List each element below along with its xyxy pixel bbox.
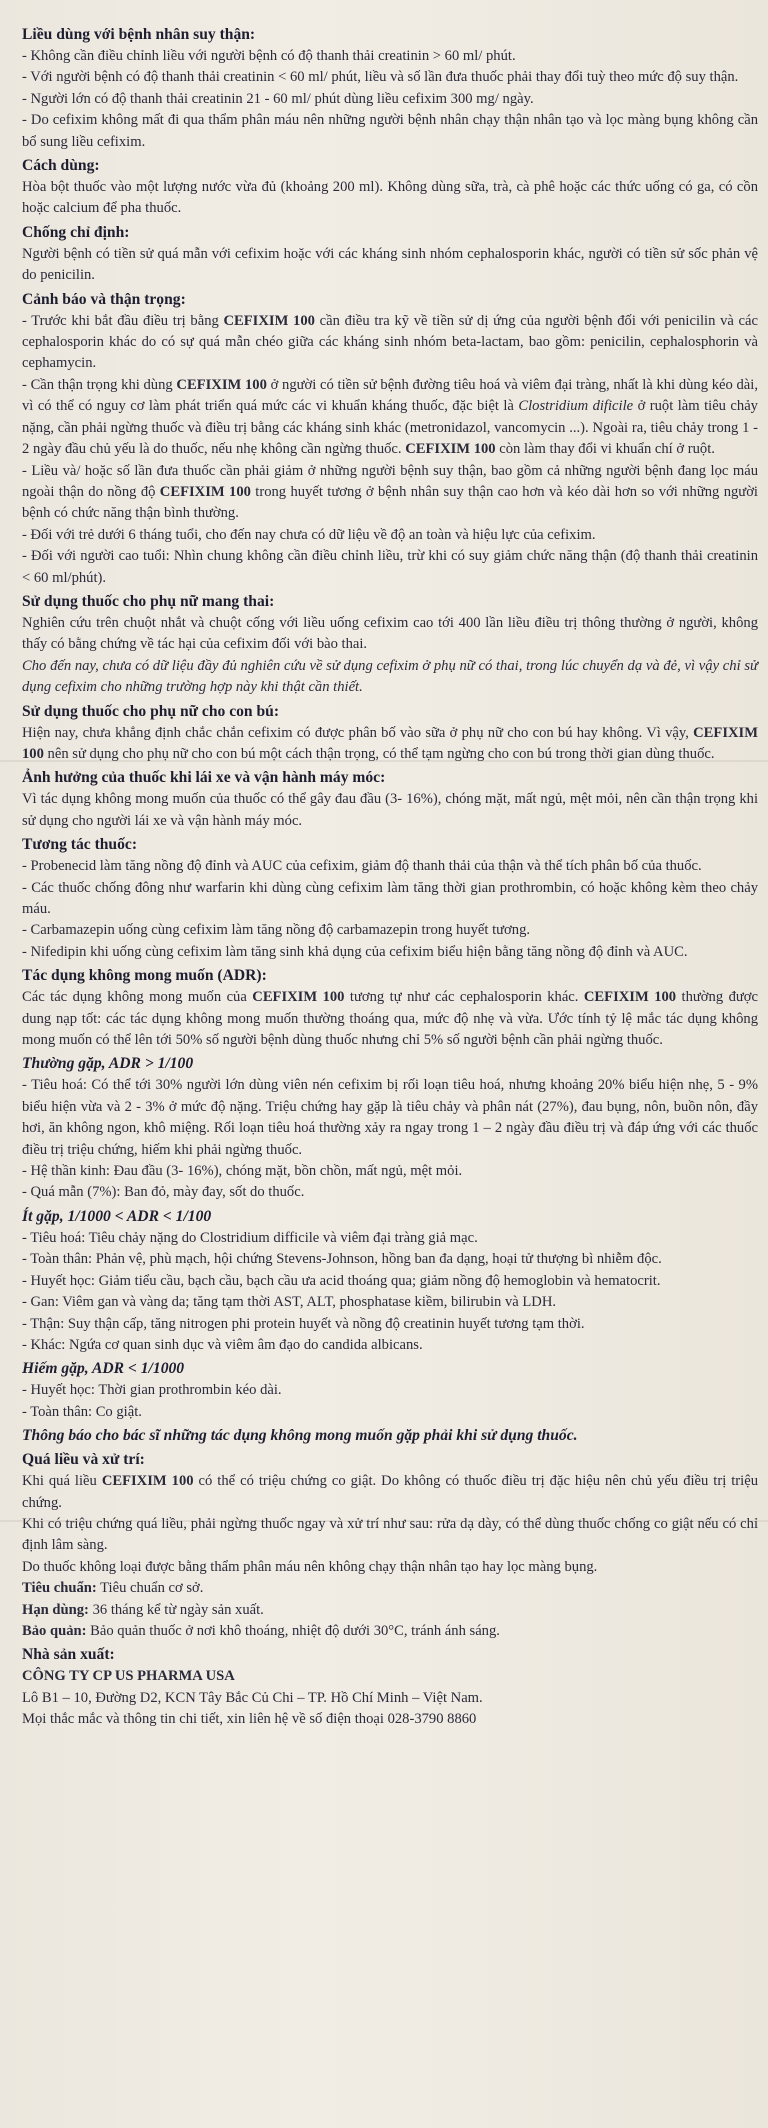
- paragraph: Người bệnh có tiền sử quá mẫn với cefixim hoặc với các kháng sinh nhóm cephalosporin khác, người có tiền sử sốc phản vệ do penicilin.: [22, 245, 758, 284]
- paragraph: - Trước khi bắt đầu điều trị bằng CEFIXIM 100 cần điều tra kỹ về tiền sử dị ứng của người bệnh đối với penicilin và các cephalosporin khác do có sự quá mẫn chéo giữa các kháng sinh nhóm beta-lactam, bao gồm: penicilin, cephalosphorin và cephamycin.: [22, 312, 758, 372]
- paragraph: - Cần thận trọng khi dùng CEFIXIM 100 ở người có tiền sử bệnh đường tiêu hoá và viêm đại tràng, nhất là khi dùng kéo dài, vì có thể có nguy cơ làm phát triển quá mức các vi khuẩn kháng thuốc, đặc biệt là Clostridium dificile ở ruột làm tiêu chảy nặng, cần phải ngừng thuốc và điều trị bằng các kháng sinh khác (metronidazol, vancomycin ...). Ngoài ra, tiêu chảy trong 1 - 2 ngày đầu chủ yếu là do thuốc, nếu nhẹ không cần ngừng thuốc. CEFIXIM 100 còn làm thay đổi vi khuẩn chí ở ruột.: [22, 376, 758, 458]
- section-anh-huong-cua-thuoc-khi-lai-xe-va-van-ha: [22, 767, 758, 832]
- section-bao-quan: [22, 1621, 758, 1642]
- section-heading: Cảnh báo và thận trọng:: [22, 290, 186, 308]
- paragraph: - Đối với người cao tuổi: Nhìn chung không cần điều chỉnh liều, trừ khi có suy giảm chức năng thận (độ thanh thải creatinin < 60 ml/phút).: [22, 548, 758, 586]
- paragraph: - Đối với trẻ dưới 6 tháng tuổi, cho đến nay chưa có dữ liệu về độ an toàn và hiệu lực của cefixim.: [22, 526, 596, 543]
- section-tuong-tac-thuoc: [22, 834, 758, 963]
- info-line: [22, 1600, 758, 1621]
- paragraph: - Tiêu hoá: Tiêu chảy nặng do Clostridium difficile và viêm đại tràng giả mạc.: [22, 1229, 478, 1246]
- paragraph: Hiện nay, chưa khẳng định chắc chắn cefixim có được phân bố vào sữa ở phụ nữ cho con bú hay không. Vì vậy, CEFIXIM 100 nên sử dụng cho phụ nữ cho con bú một cách thận trọng, có thể tạm ngừng cho con bú trong thời gian dùng thuốc.: [22, 724, 758, 762]
- product-name: CEFIXIM 100: [405, 441, 496, 458]
- section-heading: Quá liều và xử trí:: [22, 1451, 145, 1469]
- paragraph: - Probenecid làm tăng nồng độ đỉnh và AUC của cefixim, giảm độ thanh thải của thận và thể tích phân bố của thuốc.: [22, 858, 702, 875]
- product-name: CEFIXIM 100: [22, 724, 758, 762]
- paragraph: - Toàn thân: Co giật.: [22, 1403, 142, 1420]
- section-su-dung-thuoc-cho-phu-nu-cho-con-bu: [22, 701, 758, 766]
- section-heading: Sử dụng thuốc cho phụ nữ mang thai:: [22, 592, 275, 610]
- paragraph: Hòa bột thuốc vào một lượng nước vừa đủ (khoảng 200 ml). Không dùng sữa, trà, cà phê hoặc các thức uống có ga, có cồn hoặc calcium để pha thuốc.: [22, 179, 758, 217]
- paragraph: Khi có triệu chứng quá liều, phải ngừng thuốc ngay và xử trí như sau: rửa dạ dày, có thể dùng thuốc chống co giật nếu có chỉ định lâm sàng.: [22, 1515, 758, 1554]
- section-su-dung-thuoc-cho-phu-nu-mang-thai: [22, 591, 758, 699]
- paragraph: - Nifedipin khi uống cùng cefixim làm tăng sinh khả dụng của cefixim biểu hiện bằng tăng nồng độ đỉnh và AUC.: [22, 943, 688, 960]
- section-heading: Nhà sản xuất:: [22, 1646, 115, 1664]
- organism-name: Clostridium dificile: [518, 398, 634, 415]
- info-label: Hạn dùng:: [22, 1601, 89, 1618]
- paragraph: - Gan: Viêm gan và vàng da; tăng tạm thời AST, ALT, phosphatase kiềm, bilirubin và LDH.: [22, 1294, 557, 1311]
- paragraph: Do thuốc không loại được bằng thẩm phân máu nên không chạy thận nhân tạo hay lọc màng bụng.: [22, 1558, 598, 1575]
- section-han-dung: [22, 1600, 758, 1621]
- info-value: 36 tháng kể từ ngày sản xuất.: [88, 1601, 264, 1618]
- paragraph: - Hệ thần kinh: Đau đầu (3- 16%), chóng mặt, bồn chồn, mất ngủ, mệt mỏi.: [22, 1163, 463, 1180]
- section-heading: Thông báo cho bác sĩ những tác dụng không mong muốn gặp phải khi sử dụng thuốc.: [22, 1427, 578, 1445]
- section-lieu-dung-voi-benh-nhan-suy-than: [22, 24, 758, 153]
- section-heading: Ảnh hưởng của thuốc khi lái xe và vận hành máy móc:: [22, 769, 386, 787]
- section-cach-dung: [22, 155, 758, 220]
- product-name: CEFIXIM 100: [583, 989, 677, 1006]
- info-line: [22, 1621, 758, 1642]
- section-heading: Tác dụng không mong muốn (ADR):: [22, 967, 267, 985]
- product-name: CEFIXIM 100: [176, 376, 267, 393]
- paragraph: - Toàn thân: Phản vệ, phù mạch, hội chứng Stevens-Johnson, hồng ban đa dạng, hoại tử thượng bì nhiễm độc.: [22, 1251, 662, 1268]
- section-hiem-gap-adr-1-1000: [22, 1358, 758, 1423]
- paragraph: - Carbamazepin uống cùng cefixim làm tăng nồng độ carbamazepin trong huyết tương.: [22, 922, 531, 939]
- paragraph: Vì tác dụng không mong muốn của thuốc có thể gây đau đầu (3- 16%), chóng mặt, mất ngủ, mệt mỏi, nên cần thận trọng khi sử dụng cho người lái xe và vận hành máy móc.: [22, 791, 758, 829]
- section-heading: Chống chỉ định:: [22, 223, 130, 241]
- paragraph: - Các thuốc chống đông như warfarin khi dùng cùng cefixim làm tăng thời gian prothrombin, có hoặc không kèm theo chảy máu.: [22, 879, 758, 917]
- info-line: [22, 1578, 758, 1599]
- paragraph: - Huyết học: Giảm tiểu cầu, bạch cầu, bạch cầu ưa acid thoáng qua; giảm nồng độ hemoglobin và hematocrit.: [22, 1272, 661, 1289]
- manufacturer-address: Lô B1 – 10, Đường D2, KCN Tây Bắc Củ Chi – TP. Hồ Chí Minh – Việt Nam.: [22, 1689, 483, 1706]
- paragraph: - Người lớn có độ thanh thải creatinin 21 - 60 ml/ phút dùng liều cefixim 300 mg/ ngày.: [22, 90, 534, 107]
- section-thong-bao-cho-bac-si-nhung-tac-dung-khon: [22, 1425, 758, 1447]
- section-heading: Ít gặp, 1/1000 < ADR < 1/100: [22, 1207, 212, 1225]
- info-value: Bảo quản thuốc ở nơi khô thoáng, nhiệt độ dưới 30°C, tránh ánh sáng.: [86, 1622, 500, 1639]
- product-name: CEFIXIM 100: [223, 312, 315, 329]
- section-it-gap-1-1000-adr-1-100: [22, 1206, 758, 1356]
- fold-line: [0, 760, 768, 762]
- fold-line: [0, 1520, 768, 1522]
- section-heading: Cách dùng:: [22, 157, 100, 175]
- info-label: Bảo quản:: [22, 1622, 87, 1639]
- paragraph: - Liều và/ hoặc số lần đưa thuốc cần phải giảm ở những người bệnh suy thận, bao gồm cả những người bệnh đang lọc máu ngoài thận do nồng độ CEFIXIM 100 trong huyết tương ở bệnh nhân suy thận cao hơn và kéo dài hơn so với những người bệnh có chức năng thận bình thường.: [22, 462, 758, 522]
- section-heading: Tương tác thuốc:: [22, 836, 138, 854]
- paragraph: - Thận: Suy thận cấp, tăng nitrogen phi protein huyết và nồng độ creatinin huyết tương tạm thời.: [22, 1315, 585, 1332]
- section-heading: Liều dùng với bệnh nhân suy thận:: [22, 26, 256, 43]
- section-heading: Hiếm gặp, ADR < 1/1000: [22, 1360, 185, 1378]
- info-label: Tiêu chuẩn:: [22, 1580, 97, 1597]
- product-name: CEFIXIM 100: [159, 483, 251, 500]
- section-chong-chi-dinh: [22, 222, 758, 287]
- paragraph: Cho đến nay, chưa có dữ liệu đầy đủ nghiên cứu về sử dụng cefixim ở phụ nữ có thai, trong lúc chuyển dạ và đẻ, vì vậy chỉ sử dụng cefixim cho những trường hợp này khi thật cần thiết.: [22, 657, 758, 696]
- paragraph: Khi quá liều CEFIXIM 100 có thể có triệu chứng co giật. Do không có thuốc điều trị đặc hiệu nên chủ yếu điều trị triệu chứng.: [22, 1473, 758, 1511]
- leaflet-content: [22, 24, 758, 1731]
- section-tieu-chuan: [22, 1578, 758, 1599]
- paragraph: - Huyết học: Thời gian prothrombin kéo dài.: [22, 1382, 282, 1399]
- section-qua-lieu-va-xu-tri: [22, 1449, 758, 1578]
- paragraph: - Quá mẫn (7%): Ban đỏ, mày đay, sốt do thuốc.: [22, 1184, 305, 1201]
- manufacturer-name: CÔNG TY CP US PHARMA USA: [22, 1668, 235, 1685]
- paragraph: - Khác: Ngứa cơ quan sinh dục và viêm âm đạo do candida albicans.: [22, 1336, 423, 1353]
- paragraph: - Không cần điều chỉnh liều với người bệnh có độ thanh thải creatinin > 60 ml/ phút.: [22, 48, 516, 64]
- paragraph: - Với người bệnh có độ thanh thải creatinin < 60 ml/ phút, liều và số lần đưa thuốc phải thay đổi tuỳ theo mức độ suy thận.: [22, 69, 739, 86]
- info-value: Tiêu chuẩn cơ sở.: [96, 1580, 204, 1597]
- section-nha-san-xuat: [22, 1644, 758, 1730]
- product-name: CEFIXIM 100: [252, 989, 345, 1006]
- section-tac-dung-khong-mong-muon-adr: [22, 965, 758, 1051]
- paragraph: - Do cefixim không mất đi qua thẩm phân máu nên những người bệnh nhân chạy thận nhân tạo và lọc màng bụng không cần bổ sung liều cefixim.: [22, 112, 758, 150]
- contact-line: Mọi thắc mắc và thông tin chi tiết, xin liên hệ về số điện thoại 028-3790 8860: [22, 1711, 477, 1728]
- section-heading: Sử dụng thuốc cho phụ nữ cho con bú:: [22, 702, 280, 720]
- section-heading: Thường gặp, ADR > 1/100: [22, 1055, 194, 1073]
- product-name: CEFIXIM 100: [101, 1473, 194, 1490]
- paragraph: - Tiêu hoá: Có thể tới 30% người lớn dùng viên nén cefixim bị rối loạn tiêu hoá, nhưng khoảng 20% biểu hiện nhẹ, 5 - 9% biểu hiện vừa và 2 - 3% ở mức độ nặng. Triệu chứng hay gặp là tiêu chảy và phân nát (27%), đau bụng, nôn, buồn nôn, đầy hơi, ăn không ngon, khô miệng. Rối loạn tiêu hoá thường xảy ra ngay trong 1 – 2 ngày đầu điều trị và đáp ứng với các thuốc điều trị triệu chứng, hiếm khi phải ngừng thuốc.: [22, 1077, 758, 1158]
- section-canh-bao-va-than-trong: [22, 289, 758, 589]
- paragraph: Nghiên cứu trên chuột nhắt và chuột cống với liều uống cefixim cao tới 400 lần liều điều trị thông thường ở người, không thấy có bằng chứng về tác hại của cefixim đối với bào thai.: [22, 614, 758, 653]
- section-thuong-gap-adr-1-100: [22, 1053, 758, 1203]
- paragraph: Các tác dụng không mong muốn của CEFIXIM 100 tương tự như các cephalosporin khác. CEFIXIM 100 thường được dung nạp tốt: các tác dụng không mong muốn thường thoáng qua, mức độ nhẹ và vừa. Ước tính tỷ lệ mắc tác dụng không mong muốn có thể lên tới 50% số người bệnh dùng thuốc nhưng chỉ 5% số người bệnh cần phải ngừng thuốc.: [22, 989, 758, 1049]
